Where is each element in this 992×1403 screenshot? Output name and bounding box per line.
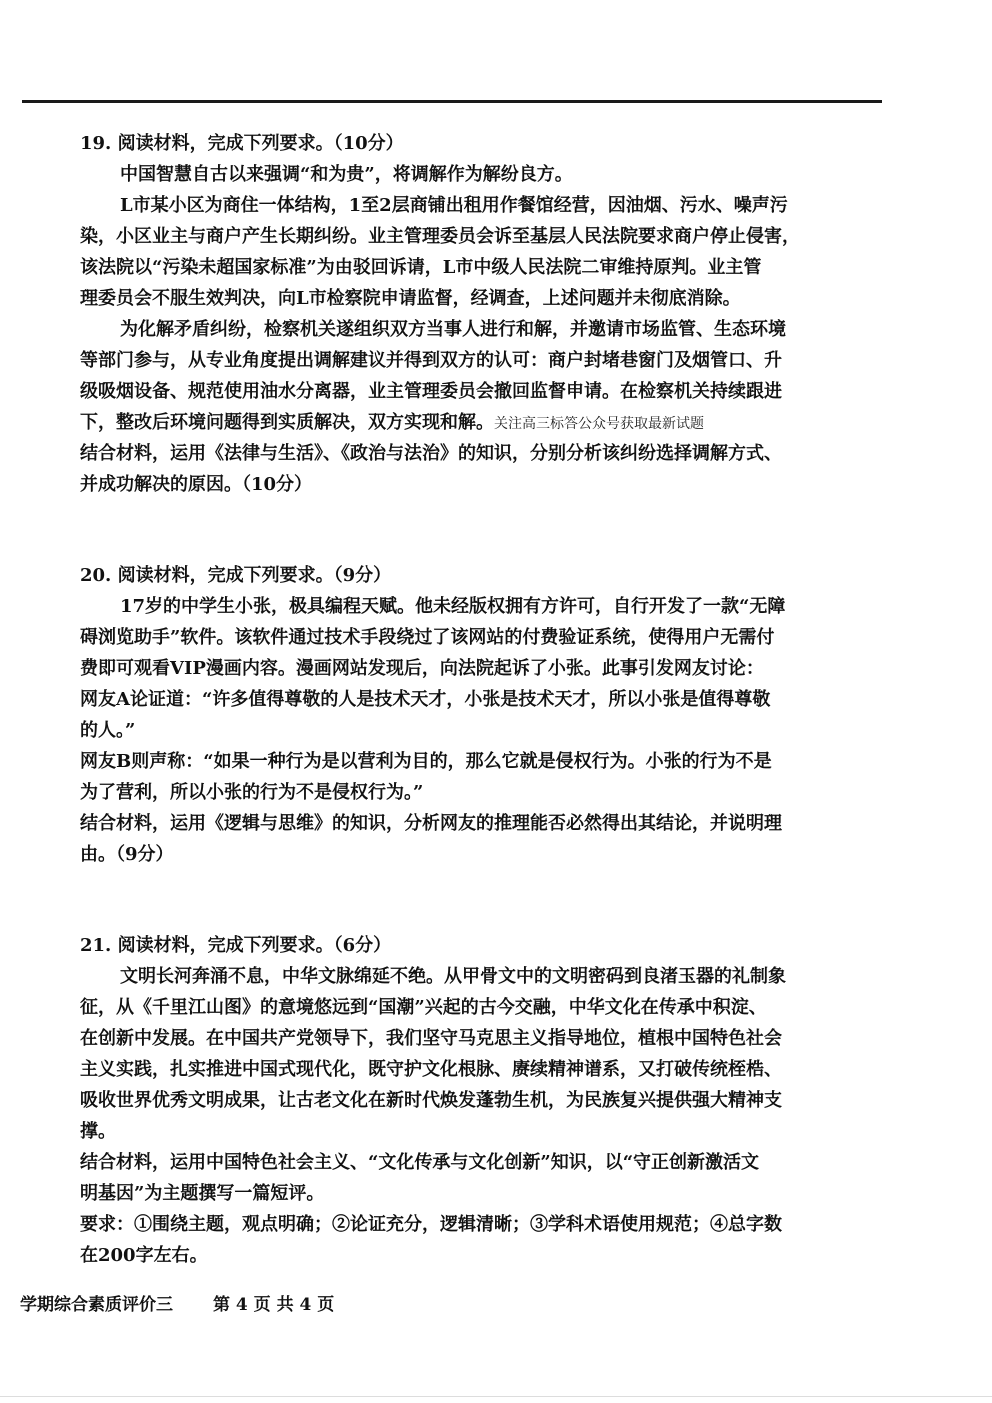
question-19: [80, 128, 880, 500]
material-line: 17岁的中学生小张，极具编程天赋。他未经版权拥有方许可，自行开发了一款“无障: [120, 596, 786, 617]
material-line: 文明长河奔涌不息，中华文脉绵延不绝。从甲骨文中的文明密码到良渚玉器的礼制象: [120, 966, 786, 987]
question-20-title: 20. 阅读材料，完成下列要求。（9分）: [80, 565, 392, 586]
material-line: 碍浏览助手”软件。该软件通过技术手段绕过了该网站的付费验证系统，使得用户无需付: [80, 627, 775, 648]
task-line: 结合材料，运用《逻辑与思维》的知识，分析网友的推理能否必然得出其结论，并说明理: [80, 813, 782, 834]
task-line: 由。（9分）: [80, 844, 174, 865]
material-line: 该法院以“污染未超国家标准”为由驳回诉请，L市中级人民法院二审维持原判。业主管: [80, 257, 762, 278]
netizen-b-line: 为了营利，所以小张的行为不是侵权行为。”: [80, 782, 424, 803]
requirement-line: 在200字左右。: [80, 1245, 208, 1266]
watermark-note: 关注高三标答公众号获取最新试题: [494, 416, 704, 432]
material-line: 费即可观看VIP漫画内容。漫画网站发现后，向法院起诉了小张。此事引发网友讨论：: [80, 658, 764, 679]
netizen-b-line: 网友B则声称：“如果一种行为是以营利为目的，那么它就是侵权行为。小张的行为不是: [80, 751, 772, 772]
question-21-title: 21. 阅读材料，完成下列要求。（6分）: [80, 935, 392, 956]
spacer: [80, 500, 880, 560]
netizen-a-line: 网友A论证道：“许多值得尊敬的人是技术天才，小张是技术天才，所以小张是值得尊敬: [80, 689, 771, 710]
top-divider: [22, 100, 882, 103]
material-line: 中国智慧自古以来强调“和为贵”，将调解作为解纷良方。: [120, 164, 573, 185]
task-line: 明基因”为主题撰写一篇短评。: [80, 1183, 325, 1204]
task-line: 结合材料，运用中国特色社会主义、“文化传承与文化创新”知识，以“守正创新激活文: [80, 1152, 760, 1173]
material-line: 染，小区业主与商户产生长期纠纷。业主管理委员会诉至基层人民法院要求商户停止侵害，: [80, 226, 800, 247]
material-line: 等部门参与，从专业角度提出调解建议并得到双方的认可：商户封堵巷窗门及烟管口、升: [80, 350, 782, 371]
material-line: 征，从《千里江山图》的意境悠远到“国潮”兴起的古今交融，中华文化在传承中积淀、: [80, 997, 767, 1018]
spacer: [80, 870, 880, 930]
material-line: 为化解矛盾纠纷，检察机关遂组织双方当事人进行和解，并邀请市场监管、生态环境: [120, 319, 786, 340]
exam-page-content: [80, 128, 880, 1271]
material-text: 下，整改后环境问题得到实质解决，双方实现和解。: [80, 412, 494, 433]
bottom-edge: [0, 1396, 992, 1397]
question-21: [80, 930, 880, 1271]
task-line: 并成功解决的原因。（10分）: [80, 474, 313, 495]
requirement-line: 要求：①围绕主题，观点明确；②论证充分，逻辑清晰；③学科术语使用规范；④总字数: [80, 1214, 782, 1235]
page-footer: [20, 1290, 334, 1315]
netizen-a-line: 的人。”: [80, 720, 136, 741]
footer-page-number: 第 4 页 共 4 页: [213, 1295, 335, 1315]
footer-exam-name: 学期综合素质评价三: [20, 1295, 173, 1315]
material-line-with-note: [80, 407, 880, 438]
question-20: [80, 560, 880, 870]
material-line: 撑。: [80, 1121, 116, 1142]
material-line: 级吸烟设备、规范使用油水分离器，业主管理委员会撤回监督申请。在检察机关持续跟进: [80, 381, 782, 402]
question-19-title: 19. 阅读材料，完成下列要求。（10分）: [80, 133, 404, 154]
material-line: 主义实践，扎实推进中国式现代化，既守护文化根脉、赓续精神谱系，又打破传统桎梏、: [80, 1059, 782, 1080]
material-line: 在创新中发展。在中国共产党领导下，我们坚守马克思主义指导地位，植根中国特色社会: [80, 1028, 782, 1049]
material-line: 吸收世界优秀文明成果，让古老文化在新时代焕发蓬勃生机，为民族复兴提供强大精神支: [80, 1090, 782, 1111]
material-line: L市某小区为商住一体结构，1至2层商铺出租用作餐馆经营，因油烟、污水、噪声污: [120, 195, 788, 216]
task-line: 结合材料，运用《法律与生活》、《政治与法治》的知识，分别分析该纠纷选择调解方式、: [80, 443, 782, 464]
material-line: 理委员会不服生效判决，向L市检察院申请监督，经调查，上述问题并未彻底消除。: [80, 288, 741, 309]
